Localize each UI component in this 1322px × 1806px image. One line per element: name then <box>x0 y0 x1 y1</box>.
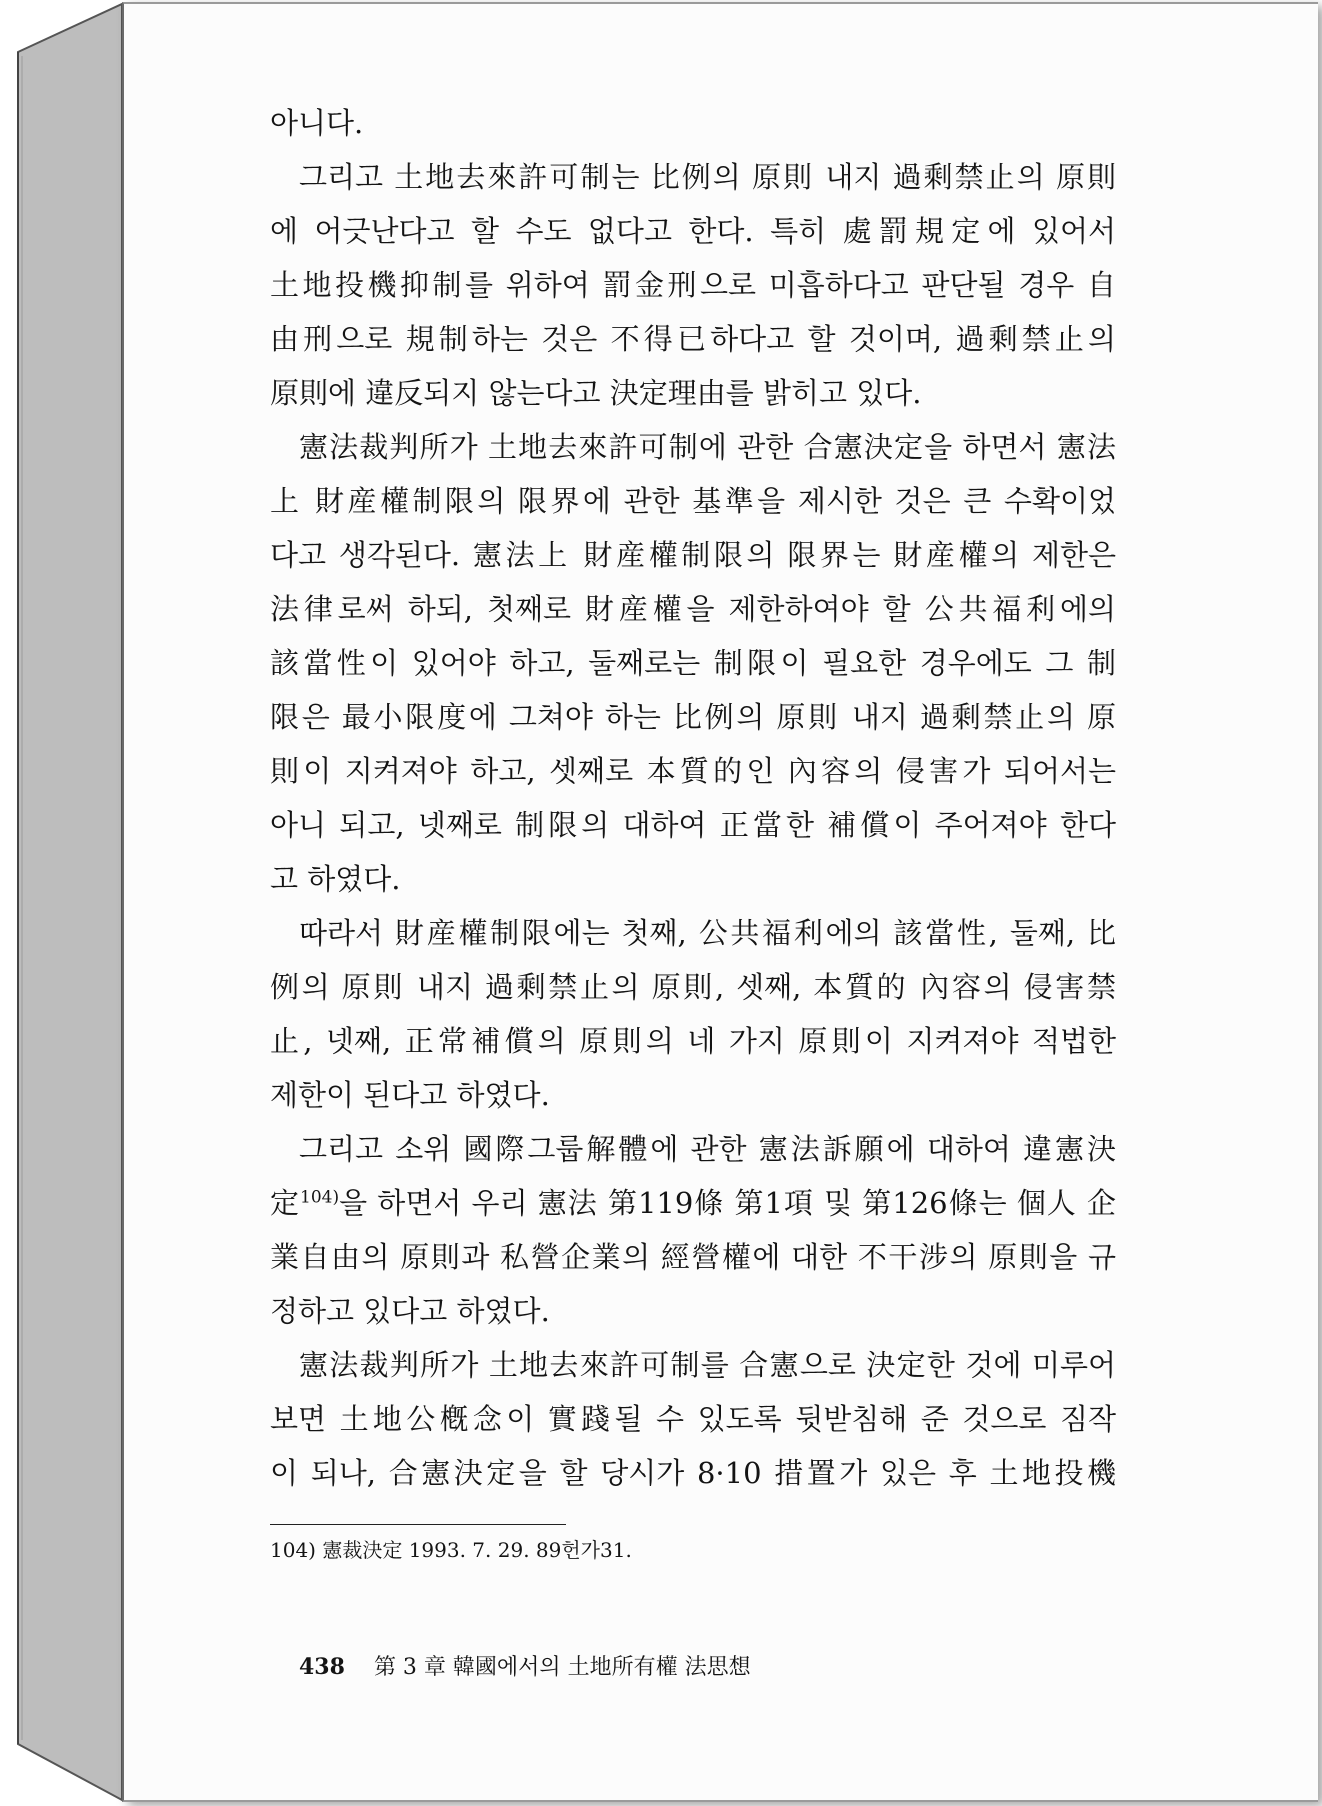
page-face <box>122 2 1318 1802</box>
body-text <box>270 96 1116 1500</box>
text-line: 止, 넷째, 正常補償의 原則의 네 가지 原則이 지켜져야 적법한 <box>270 1024 1116 1058</box>
footnote: 104) 憲裁決定 1993. 7. 29. 89헌가31. <box>270 1538 632 1562</box>
text-line: 法律로써 하되, 첫째로 財産權을 제한하여야 할 公共福利에의 <box>270 592 1116 626</box>
text-line: 다고 생각된다. 憲法上 財産權制限의 限界는 財産權의 제한은 <box>270 538 1116 572</box>
text-line: 憲法裁判所가 土地去來許可制를 合憲으로 決定한 것에 미루어 <box>299 1348 1116 1382</box>
text-line: 則이 지켜져야 하고, 셋째로 本質的인 內容의 侵害가 되어서는 <box>270 754 1116 788</box>
text-line: 이 되나, 合憲決定을 할 당시가 8·10 措置가 있은 후 土地投機 <box>270 1456 1116 1490</box>
text-line: 아니다. <box>270 106 364 140</box>
text-line: 上 財産權制限의 限界에 관한 基準을 제시한 것은 큰 수확이었 <box>270 484 1116 518</box>
text-line: 정하고 있다고 하였다. <box>270 1294 550 1328</box>
footnote-rule <box>270 1524 566 1525</box>
text-line: 그리고 土地去來許可制는 比例의 原則 내지 過剩禁止의 原則 <box>299 160 1116 194</box>
text-line: 제한이 된다고 하였다. <box>270 1078 550 1112</box>
text-segment: 定 <box>270 1186 300 1220</box>
text-line: 由刑으로 規制하는 것은 不得已하다고 할 것이며, 過剩禁止의 <box>270 322 1116 356</box>
text-line: 原則에 違反되지 않는다고 決定理由를 밝히고 있다. <box>270 376 922 410</box>
text-line: 에 어긋난다고 할 수도 없다고 한다. 특히 處罰規定에 있어서 <box>270 214 1116 248</box>
running-footer <box>299 1650 751 1681</box>
text-line-with-footnote-ref <box>270 1176 1116 1230</box>
page-number: 438 <box>299 1654 345 1680</box>
text-line: 該當性이 있어야 하고, 둘째로는 制限이 필요한 경우에도 그 制 <box>270 646 1116 680</box>
text-line: 憲法裁判所가 土地去來許可制에 관한 合憲決定을 하면서 憲法 <box>299 430 1116 464</box>
text-line: 例의 原則 내지 過剩禁止의 原則, 셋째, 本質的 內容의 侵害禁 <box>270 970 1116 1004</box>
text-line: 고 하였다. <box>270 862 401 896</box>
book-edge <box>0 0 130 1806</box>
text-line: 보면 土地公槪念이 實踐될 수 있도록 뒷받침해 준 것으로 짐작 <box>270 1402 1116 1436</box>
text-line: 따라서 財産權制限에는 첫째, 公共福利에의 該當性, 둘째, 比 <box>299 916 1116 950</box>
text-line: 土地投機抑制를 위하여 罰金刑으로 미흡하다고 판단될 경우 自 <box>270 268 1116 302</box>
text-line: 業自由의 原則과 私營企業의 經營權에 대한 不干涉의 原則을 규 <box>270 1240 1116 1274</box>
text-segment: 을 하면서 우리 憲法 第119條 第1項 및 第126條는 個人 企 <box>339 1186 1116 1220</box>
text-line: 아니 되고, 넷째로 制限의 대하여 正當한 補償이 주어져야 한다 <box>270 808 1116 842</box>
chapter-title: 第 3 章 韓國에서의 土地所有權 法思想 <box>373 1655 751 1680</box>
text-line: 限은 最小限度에 그쳐야 하는 比例의 原則 내지 過剩禁止의 原 <box>270 700 1116 734</box>
text-line: 그리고 소위 國際그룹解體에 관한 憲法訴願에 대하여 違憲決 <box>299 1132 1116 1166</box>
footnote-reference: 104) <box>300 1187 340 1208</box>
